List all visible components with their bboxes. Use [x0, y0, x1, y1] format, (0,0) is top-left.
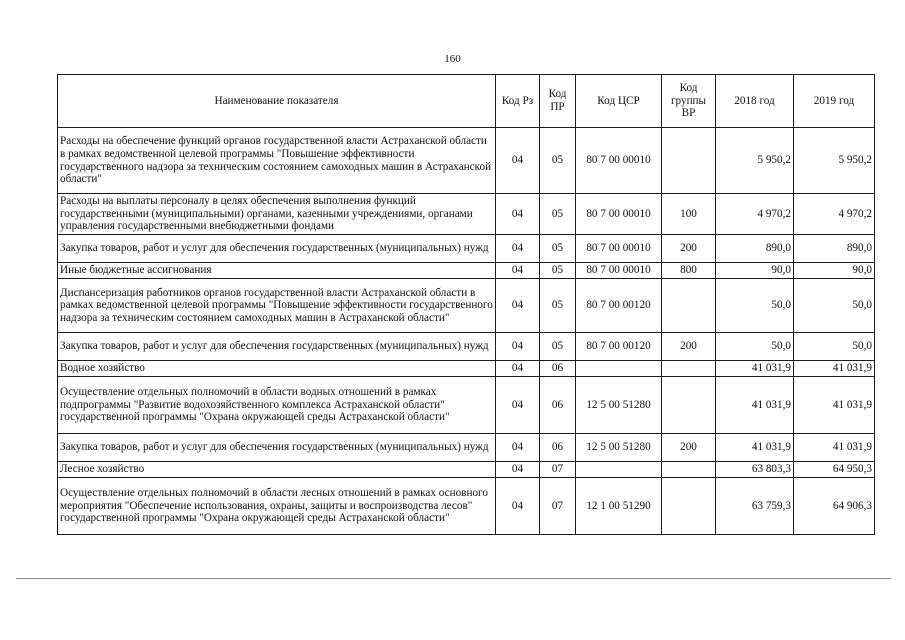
- cell-pr: 05: [540, 333, 576, 361]
- cell-rz: 04: [496, 377, 540, 434]
- cell-pr: 05: [540, 263, 576, 279]
- cell-vr: [662, 462, 716, 478]
- cell-2019: 4 970,2: [794, 194, 875, 235]
- cell-name: Закупка товаров, работ и услуг для обеспечения государственных (муниципальных) нужд: [58, 235, 496, 263]
- cell-vr: 200: [662, 333, 716, 361]
- cell-csr: 80 7 00 00010: [576, 128, 662, 194]
- cell-2018: 41 031,9: [716, 434, 794, 462]
- cell-rz: 04: [496, 194, 540, 235]
- table-row: [58, 377, 875, 434]
- table-row: [58, 462, 875, 478]
- cell-2018: 90,0: [716, 263, 794, 279]
- header-pr: Код ПР: [540, 75, 576, 128]
- cell-2018: 41 031,9: [716, 377, 794, 434]
- cell-csr: 80 7 00 00010: [576, 263, 662, 279]
- table-row: [58, 478, 875, 535]
- cell-csr: 80 7 00 00010: [576, 194, 662, 235]
- cell-csr: 80 7 00 00120: [576, 279, 662, 333]
- header-2018: 2018 год: [716, 75, 794, 128]
- cell-rz: 04: [496, 462, 540, 478]
- cell-pr: 05: [540, 279, 576, 333]
- cell-2018: 890,0: [716, 235, 794, 263]
- cell-rz: 04: [496, 361, 540, 377]
- cell-name: Водное хозяйство: [58, 361, 496, 377]
- table-row: [58, 263, 875, 279]
- cell-2019: 64 950,3: [794, 462, 875, 478]
- cell-name: Закупка товаров, работ и услуг для обеспечения государственных (муниципальных) нужд: [58, 434, 496, 462]
- cell-name: Диспансеризация работников органов государственной власти Астраханской области в рамках ведомственной целевой программы "Повышение эффективности государственного надзора за техническим состоянием самоходных машин в Астраханской области": [58, 279, 496, 333]
- cell-csr: 12 1 00 51290: [576, 478, 662, 535]
- cell-2018: 50,0: [716, 279, 794, 333]
- cell-name: Расходы на выплаты персоналу в целях обеспечения выполнения функций государственными (муниципальными) органами, казенными учреждениями, органами управления государственными внебюджетными фондами: [58, 194, 496, 235]
- cell-rz: 04: [496, 128, 540, 194]
- cell-csr: 12 5 00 51280: [576, 377, 662, 434]
- cell-rz: 04: [496, 263, 540, 279]
- cell-2018: 50,0: [716, 333, 794, 361]
- cell-vr: 100: [662, 194, 716, 235]
- cell-vr: [662, 478, 716, 535]
- table-row: [58, 434, 875, 462]
- header-row: [58, 75, 875, 128]
- cell-2019: 64 906,3: [794, 478, 875, 535]
- cell-2018: 41 031,9: [716, 361, 794, 377]
- cell-csr: 80 7 00 00120: [576, 333, 662, 361]
- cell-name: Осуществление отдельных полномочий в области водных отношений в рамках подпрограммы "Развитие водохозяйственного комплекса Астраханской области" государственной программы "Охрана окружающей среды Астраханской области": [58, 377, 496, 434]
- cell-csr: [576, 462, 662, 478]
- cell-vr: 200: [662, 434, 716, 462]
- cell-pr: 06: [540, 434, 576, 462]
- cell-2019: 5 950,2: [794, 128, 875, 194]
- cell-pr: 07: [540, 478, 576, 535]
- cell-rz: 04: [496, 434, 540, 462]
- cell-pr: 06: [540, 377, 576, 434]
- cell-csr: 80 7 00 00010: [576, 235, 662, 263]
- cell-vr: [662, 128, 716, 194]
- cell-name: Закупка товаров, работ и услуг для обеспечения государственных (муниципальных) нужд: [58, 333, 496, 361]
- page-number: 160: [444, 53, 461, 65]
- table-row: [58, 279, 875, 333]
- cell-csr: [576, 361, 662, 377]
- cell-2018: 4 970,2: [716, 194, 794, 235]
- cell-csr: 12 5 00 51280: [576, 434, 662, 462]
- page-bottom-rule: [16, 578, 891, 579]
- cell-rz: 04: [496, 279, 540, 333]
- cell-2019: 41 031,9: [794, 434, 875, 462]
- cell-2019: 50,0: [794, 333, 875, 361]
- header-name: Наименование показателя: [58, 75, 496, 128]
- cell-rz: 04: [496, 333, 540, 361]
- cell-vr: [662, 279, 716, 333]
- cell-vr: 200: [662, 235, 716, 263]
- cell-vr: [662, 377, 716, 434]
- cell-2018: 63 759,3: [716, 478, 794, 535]
- header-vr: Код группы ВР: [662, 75, 716, 128]
- cell-vr: 800: [662, 263, 716, 279]
- cell-name: Осуществление отдельных полномочий в области лесных отношений в рамках основного мероприятия "Обеспечение использования, охраны, защиты и воспроизводства лесов" государственной программы "Охрана окружающей среды Астраханской области": [58, 478, 496, 535]
- table-row: [58, 333, 875, 361]
- table-row: [58, 128, 875, 194]
- cell-pr: 05: [540, 194, 576, 235]
- cell-2019: 890,0: [794, 235, 875, 263]
- cell-vr: [662, 361, 716, 377]
- cell-2019: 41 031,9: [794, 377, 875, 434]
- header-csr: Код ЦСР: [576, 75, 662, 128]
- cell-2018: 63 803,3: [716, 462, 794, 478]
- cell-pr: 05: [540, 235, 576, 263]
- table-row: [58, 235, 875, 263]
- cell-2019: 41 031,9: [794, 361, 875, 377]
- table-row: [58, 361, 875, 377]
- cell-2018: 5 950,2: [716, 128, 794, 194]
- cell-name: Лесное хозяйство: [58, 462, 496, 478]
- cell-name: Иные бюджетные ассигнования: [58, 263, 496, 279]
- cell-2019: 50,0: [794, 279, 875, 333]
- cell-name: Расходы на обеспечение функций органов государственной власти Астраханской области в рамках ведомственной целевой программы "Повышение эффективности государственного надзора за техническим состоянием самоходных машин в Астраханской области": [58, 128, 496, 194]
- table-row: [58, 194, 875, 235]
- header-2019: 2019 год: [794, 75, 875, 128]
- budget-table: [57, 74, 875, 535]
- cell-rz: 04: [496, 478, 540, 535]
- header-rz: Код Рз: [496, 75, 540, 128]
- cell-pr: 07: [540, 462, 576, 478]
- cell-2019: 90,0: [794, 263, 875, 279]
- cell-rz: 04: [496, 235, 540, 263]
- cell-pr: 06: [540, 361, 576, 377]
- cell-pr: 05: [540, 128, 576, 194]
